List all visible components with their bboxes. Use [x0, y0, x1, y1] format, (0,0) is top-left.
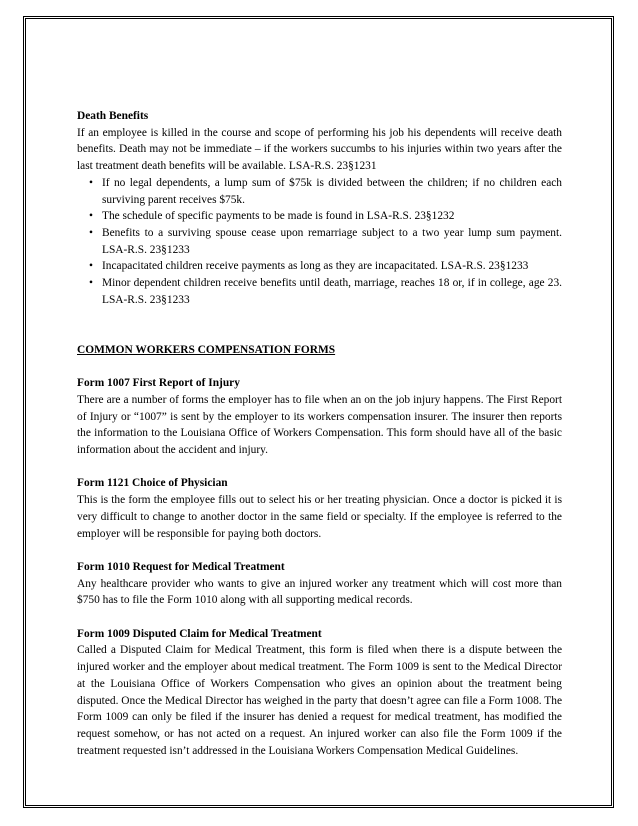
list-item-text: Minor dependent children receive benefits until death, marriage, reaches 18 or, if in college, age 23. LSA-R.S. 23§1233: [102, 277, 562, 306]
list-item-text: The schedule of specific payments to be made is found in LSA-R.S. 23§1232: [102, 210, 455, 223]
form-1009-body: Called a Disputed Claim for Medical Treatment, this form is filed when there is a dispute between the injured worker and the employer about medical treatment. The Form 1009 is sent to the Medical Director at the Louisiana Office of Workers Compensation who gives an opinion about the treatment being disputed. Once the Medical Director has weighed in the party that doesn’t agree can file a Form 1008. The Form 1009 can only be filed if the insurer has denied a request for medical treatment, has modified the request somehow, or has not acted on a request. An injured worker can also file the Form 1009 if the treatment requested isn’t addressed in the Louisiana Workers Compensation Medical Guidelines.: [77, 644, 562, 757]
bullet-icon: •: [89, 277, 93, 290]
list-item: [77, 175, 562, 208]
form-1007-heading: Form 1007 First Report of Injury: [77, 377, 240, 390]
list-item: [77, 275, 562, 308]
bullet-icon: •: [89, 210, 93, 223]
list-item-text: Incapacitated children receive payments as long as they are incapacitated. LSA-R.S. 23§1233: [102, 260, 529, 273]
document-body: [77, 108, 562, 759]
form-1010-heading: Form 1010 Request for Medical Treatment: [77, 560, 285, 573]
bullet-icon: •: [89, 226, 93, 239]
list-item-text: If no legal dependents, a lump sum of $75k is divided between the children; if no children each surviving parent receives $75k.: [102, 176, 562, 206]
death-benefits-heading: Death Benefits: [77, 110, 149, 122]
forms-section-title: COMMON WORKERS COMPENSATION FORMS: [77, 343, 336, 356]
bullet-icon: •: [89, 176, 93, 189]
list-item: [77, 258, 562, 275]
list-item: [77, 208, 562, 225]
list-item-text: Benefits to a surviving spouse cease upon remarriage subject to a two year lump sum payment. LSA-R.S. 23§1233: [102, 226, 562, 256]
death-benefits-list: [77, 175, 562, 309]
form-1121-heading: Form 1121 Choice of Physician: [77, 477, 228, 490]
death-benefits-intro: If an employee is killed in the course and scope of performing his job his dependents will receive death benefits. Death may not be immediate – if the workers succumbs to his injuries within two years after the last treatment death benefits will be available. LSA-R.S. 23§1231: [77, 126, 562, 173]
form-1121-body: This is the form the employee fills out to select his or her treating physician. Once a doctor is picked it is very difficult to change to another doctor in the same field or specialty. If the employee is referred to the employer will be responsible for paying both doctors.: [77, 494, 562, 540]
form-1010-body: Any healthcare provider who wants to give an injured worker any treatment which will cost more than $750 has to file the Form 1010 along with all supporting medical records.: [77, 577, 562, 607]
form-1009-heading: Form 1009 Disputed Claim for Medical Treatment: [77, 627, 322, 640]
form-1007-body: There are a number of forms the employer has to file when an on the job injury happens. The First Report of Injury or “1007” is sent by the employer to its workers compensation insurer. The insurer then reports the information to the Louisiana Office of Workers Compensation. This form should have all of the basic information about the accident and injury.: [77, 393, 562, 457]
list-item: [77, 225, 562, 258]
bullet-icon: •: [89, 260, 93, 273]
